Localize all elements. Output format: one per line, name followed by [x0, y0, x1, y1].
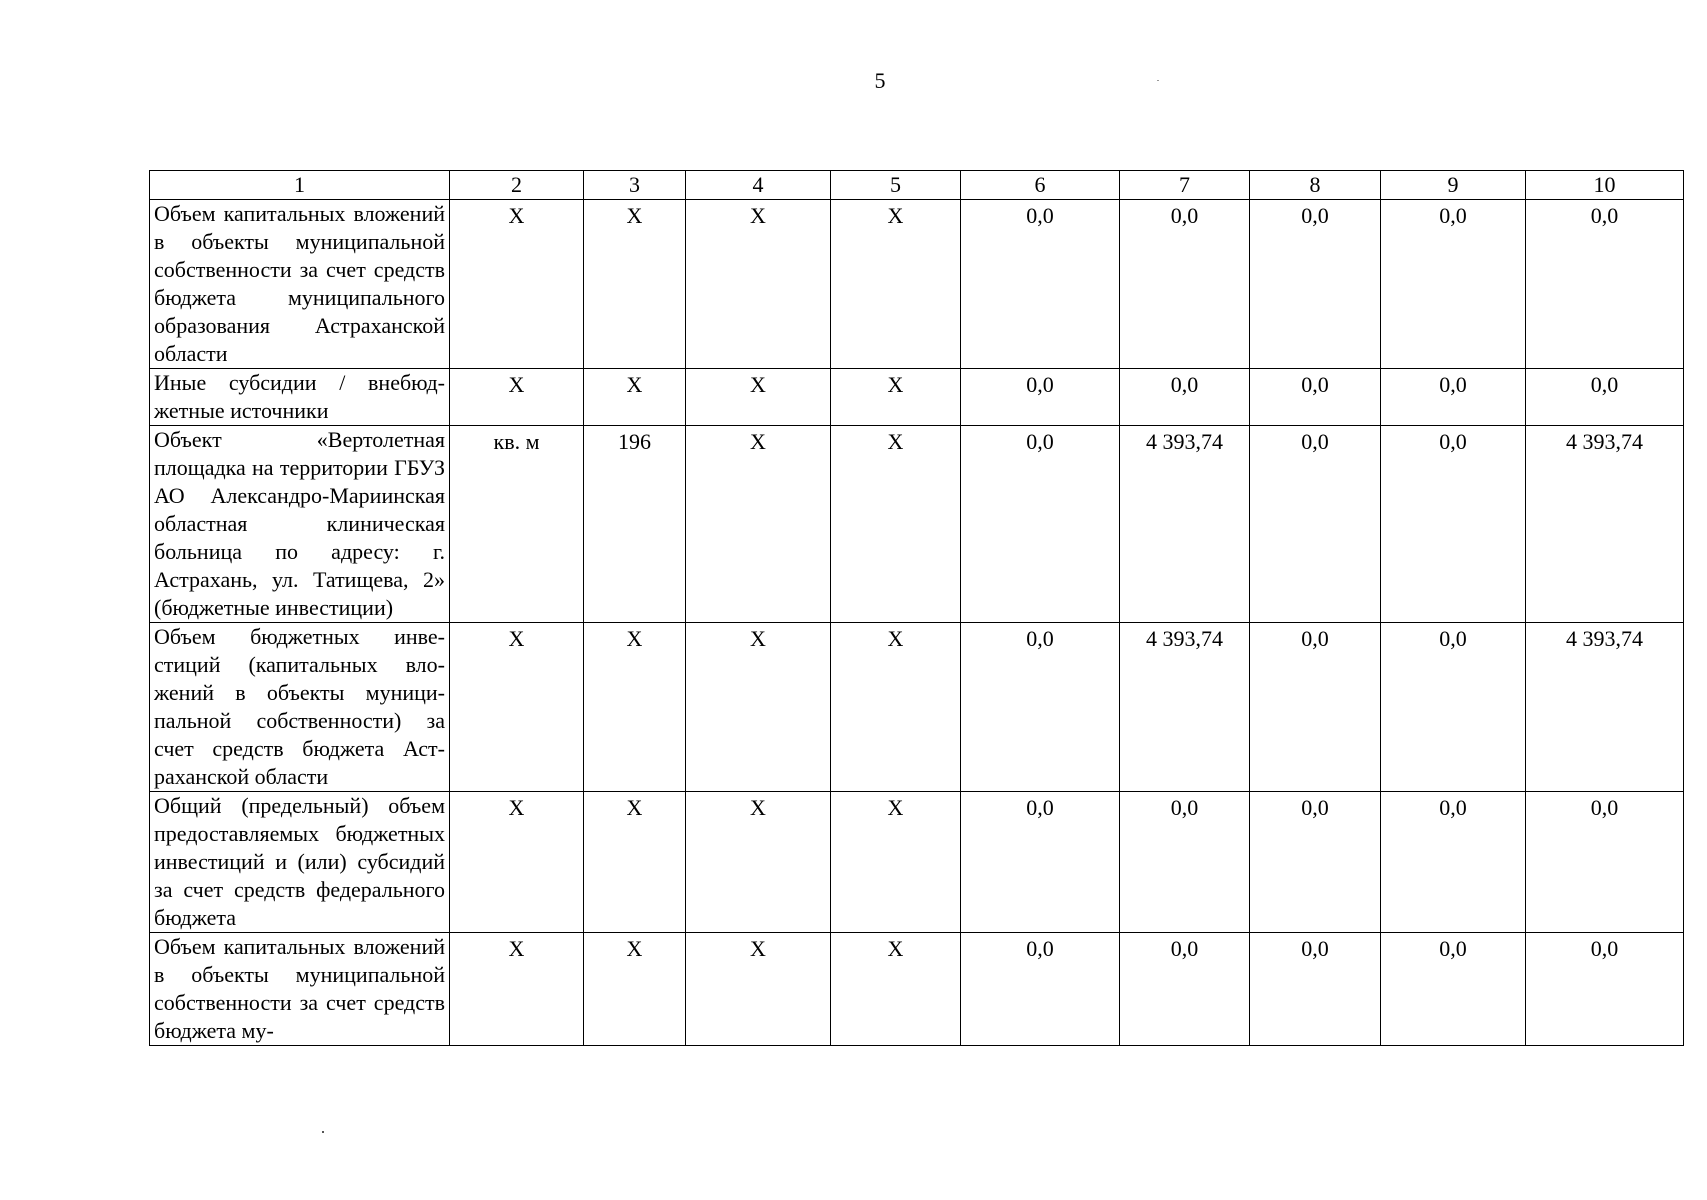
column-header: 2: [450, 171, 584, 200]
column-header: 8: [1250, 171, 1381, 200]
table-cell: X: [584, 623, 686, 792]
table-cell: 0,0: [1120, 369, 1250, 426]
header-row: [150, 171, 1684, 200]
table-cell: X: [450, 792, 584, 933]
column-header: 1: [150, 171, 450, 200]
table-cell: 0,0: [1381, 200, 1526, 369]
table-cell: 0,0: [1381, 369, 1526, 426]
table-cell: X: [450, 933, 584, 1046]
table-cell: 0,0: [1120, 933, 1250, 1046]
column-header: 6: [961, 171, 1120, 200]
table-cell: 0,0: [1526, 369, 1684, 426]
table-cell: X: [831, 933, 961, 1046]
table-row: [150, 933, 1684, 1046]
scan-speck: [322, 1131, 324, 1133]
table-cell: X: [584, 200, 686, 369]
table-cell: 0,0: [1250, 623, 1381, 792]
table-cell: X: [831, 200, 961, 369]
table-cell: 0,0: [961, 623, 1120, 792]
table-cell: 196: [584, 426, 686, 623]
table-row: [150, 623, 1684, 792]
column-header: 4: [686, 171, 831, 200]
column-header: 10: [1526, 171, 1684, 200]
table-cell: X: [584, 369, 686, 426]
table-cell: X: [686, 933, 831, 1046]
scan-speck: [1157, 80, 1159, 81]
table-cell: 0,0: [961, 426, 1120, 623]
table-cell: 0,0: [1120, 200, 1250, 369]
table-cell: 0,0: [1526, 200, 1684, 369]
table-cell: 0,0: [961, 792, 1120, 933]
row-description: Объект «Вертолетная площадка на территории ГБУЗ АО Александро-Мариинская областная клиническая больница по адресу: г. Астрахань, ул. Татищева, 2» (бюджетные инвестиции): [150, 426, 450, 623]
table-cell: X: [450, 369, 584, 426]
table-cell: 0,0: [1526, 792, 1684, 933]
table-cell: X: [450, 200, 584, 369]
table-row: [150, 200, 1684, 369]
table-cell: 0,0: [1381, 792, 1526, 933]
table-cell: X: [686, 623, 831, 792]
table-cell: X: [450, 623, 584, 792]
table-cell: 0,0: [1120, 792, 1250, 933]
table-cell: X: [686, 200, 831, 369]
table-cell: X: [584, 792, 686, 933]
table-cell: 0,0: [1250, 426, 1381, 623]
table-cell: X: [831, 369, 961, 426]
table-cell: 4 393,74: [1120, 426, 1250, 623]
column-header: 7: [1120, 171, 1250, 200]
table-row: [150, 426, 1684, 623]
table-cell: 0,0: [961, 200, 1120, 369]
table-cell: X: [831, 792, 961, 933]
table-cell: 0,0: [1250, 792, 1381, 933]
table-row: [150, 369, 1684, 426]
row-description: Объем капитальных вложений в объекты муниципальной собственности за счет средств бюджета му-: [150, 933, 450, 1046]
table-cell: X: [831, 426, 961, 623]
column-header: 3: [584, 171, 686, 200]
column-header: 5: [831, 171, 961, 200]
budget-table: [149, 170, 1684, 1046]
table-cell: 0,0: [1381, 426, 1526, 623]
table-row: [150, 792, 1684, 933]
table-cell: 0,0: [1381, 623, 1526, 792]
table-cell: 0,0: [1381, 933, 1526, 1046]
row-description: Иные субсидии / внебюджетные источники: [150, 369, 450, 426]
column-header: 9: [1381, 171, 1526, 200]
table-cell: 0,0: [1526, 933, 1684, 1046]
table-cell: 0,0: [1250, 369, 1381, 426]
table-cell: X: [686, 792, 831, 933]
table-cell: 4 393,74: [1526, 426, 1684, 623]
row-description: Объем капитальных вложений в объекты муниципальной собственности за счет средств бюджета муниципального образования Астраханской области: [150, 200, 450, 369]
table-cell: 0,0: [961, 933, 1120, 1046]
table-cell: кв. м: [450, 426, 584, 623]
page-number: 5: [874, 68, 886, 93]
table-cell: 0,0: [961, 369, 1120, 426]
table-cell: X: [686, 426, 831, 623]
table-cell: X: [686, 369, 831, 426]
table-cell: 4 393,74: [1526, 623, 1684, 792]
table-cell: 4 393,74: [1120, 623, 1250, 792]
table-cell: 0,0: [1250, 933, 1381, 1046]
table-cell: X: [831, 623, 961, 792]
row-description: Общий (предельный) объем предоставляемых бюджетных инвестиций и (или) субсидий за счет средств федерального бюджета: [150, 792, 450, 933]
table-cell: X: [584, 933, 686, 1046]
table-cell: 0,0: [1250, 200, 1381, 369]
row-description: Объем бюджетных инвестиций (капитальных вложений в объекты муниципальной собственности) за счет средств бюджета Астраханской области: [150, 623, 450, 792]
